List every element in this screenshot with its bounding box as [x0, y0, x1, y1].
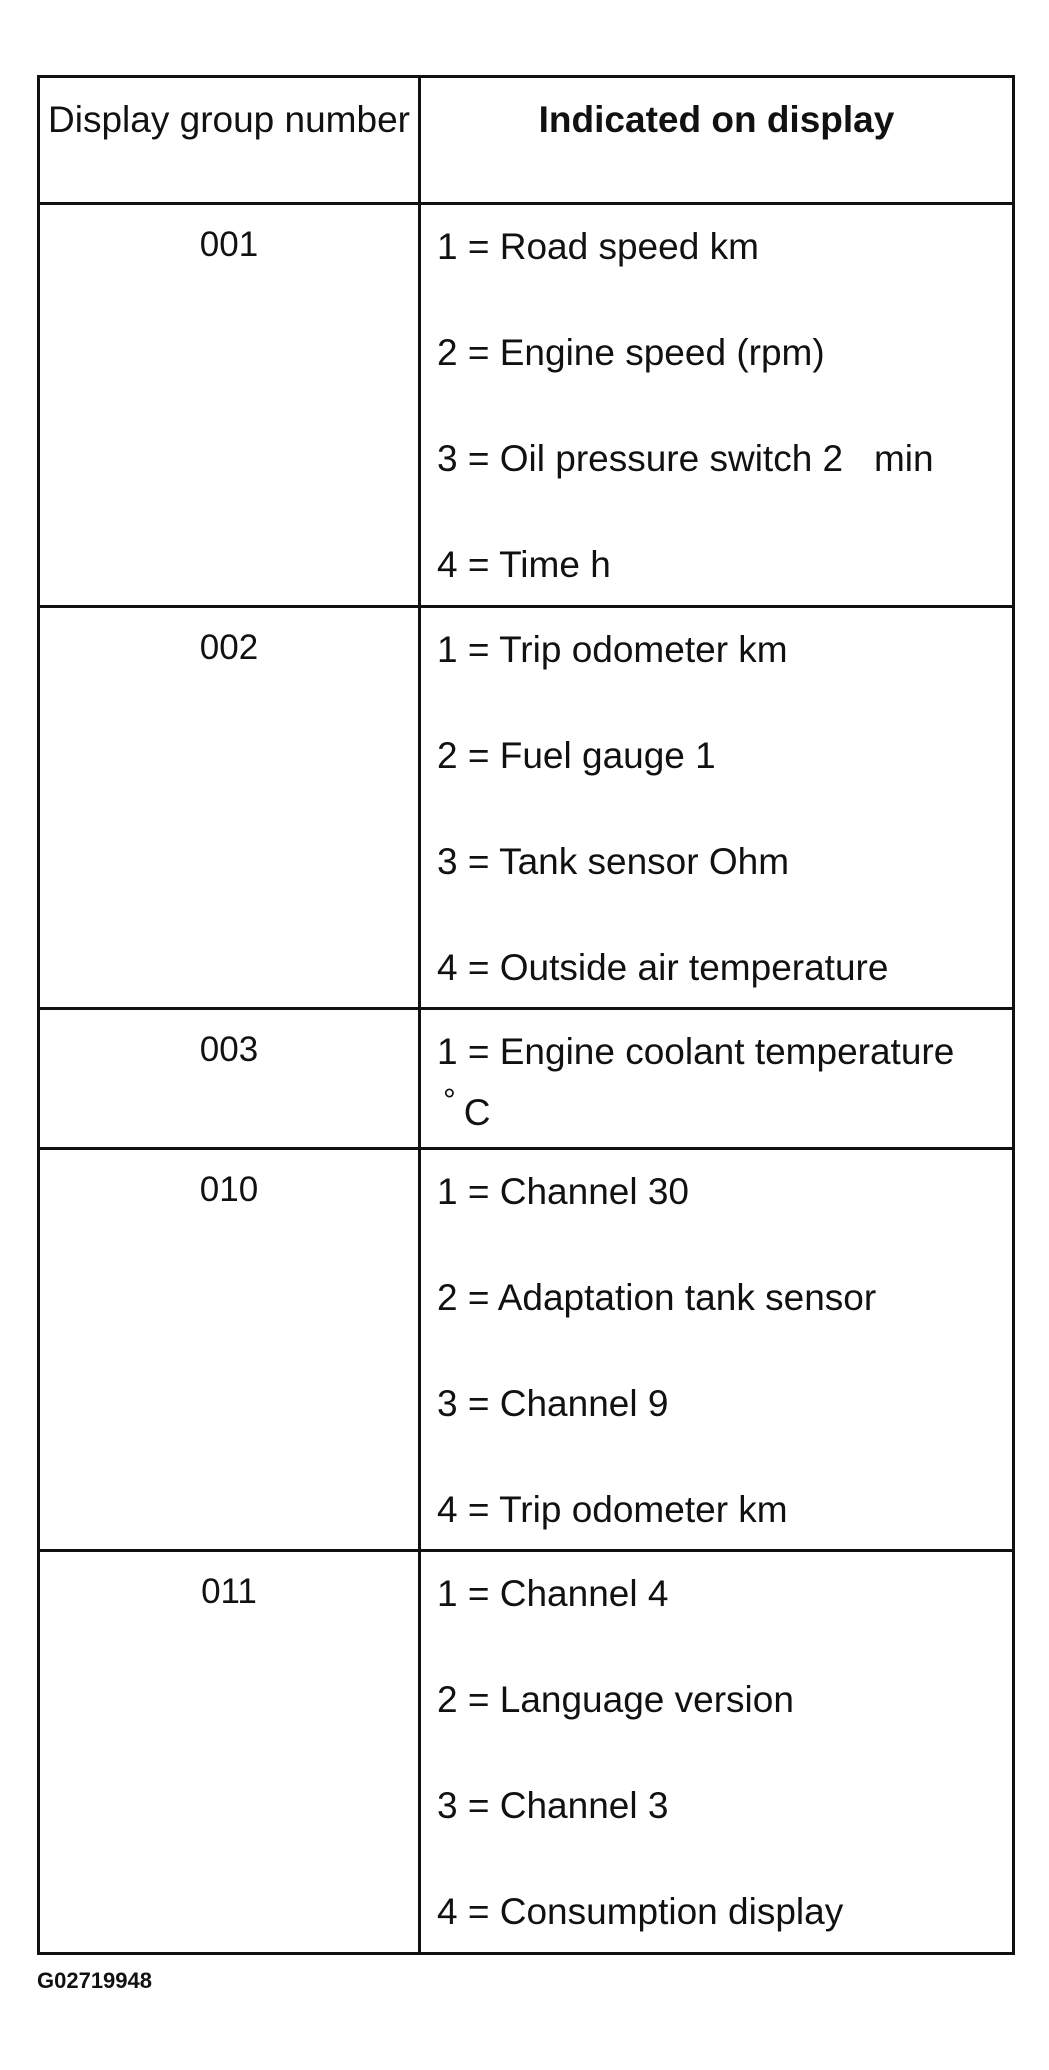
list-item: 3 = Channel 3 [437, 1785, 669, 1827]
indicated-list [420, 606, 1014, 1009]
list-item: 2 = Fuel gauge 1 [437, 734, 716, 776]
list-item [437, 1028, 1012, 1137]
list-item: 1 = Channel 30 [437, 1170, 690, 1212]
figure-id: G02719948 [37, 1968, 152, 1993]
table-row [39, 1148, 1014, 1551]
list-item: 3 = Oil pressure switch 2 min [437, 438, 934, 480]
list-item: 4 = Trip odometer km [437, 1488, 788, 1530]
group-number: 010 [39, 1148, 420, 1551]
indicated-list [420, 1009, 1014, 1148]
list-item: 4 = Outside air temperature [437, 946, 889, 988]
group-number: 003 [39, 1009, 420, 1148]
table-row [39, 1551, 1014, 1954]
list-item: 1 = Channel 4 [437, 1573, 669, 1615]
list-item: 4 = Consumption display [437, 1891, 844, 1933]
list-item: 2 = Language version [437, 1679, 794, 1721]
group-number: 011 [39, 1551, 420, 1954]
indicated-list [420, 1148, 1014, 1551]
indicated-list [420, 1551, 1014, 1954]
table-row [39, 204, 1014, 607]
list-item: 3 = Tank sensor Ohm [437, 840, 790, 882]
degree-symbol: ° [443, 1082, 456, 1119]
list-item: 1 = Trip odometer km [437, 628, 788, 670]
list-item: 4 = Time h [437, 544, 611, 586]
header-display-group-number: Display group number [39, 77, 420, 204]
group-number: 002 [39, 606, 420, 1009]
group-number: 001 [39, 204, 420, 607]
list-item: 1 = Road speed km [437, 226, 759, 268]
table-row [39, 606, 1014, 1009]
header-indicated-on-display: Indicated on display [420, 77, 1014, 204]
list-item: 2 = Engine speed (rpm) [437, 332, 825, 374]
header-row [39, 77, 1014, 204]
list-item-text: 1 = Engine coolant temperature [437, 1031, 955, 1073]
unit-label: C [463, 1092, 491, 1134]
table-row [39, 1009, 1014, 1148]
indicated-list [420, 204, 1014, 607]
display-group-table [37, 75, 1015, 1955]
list-item: 2 = Adaptation tank sensor [437, 1276, 877, 1318]
list-item: 3 = Channel 9 [437, 1382, 669, 1424]
